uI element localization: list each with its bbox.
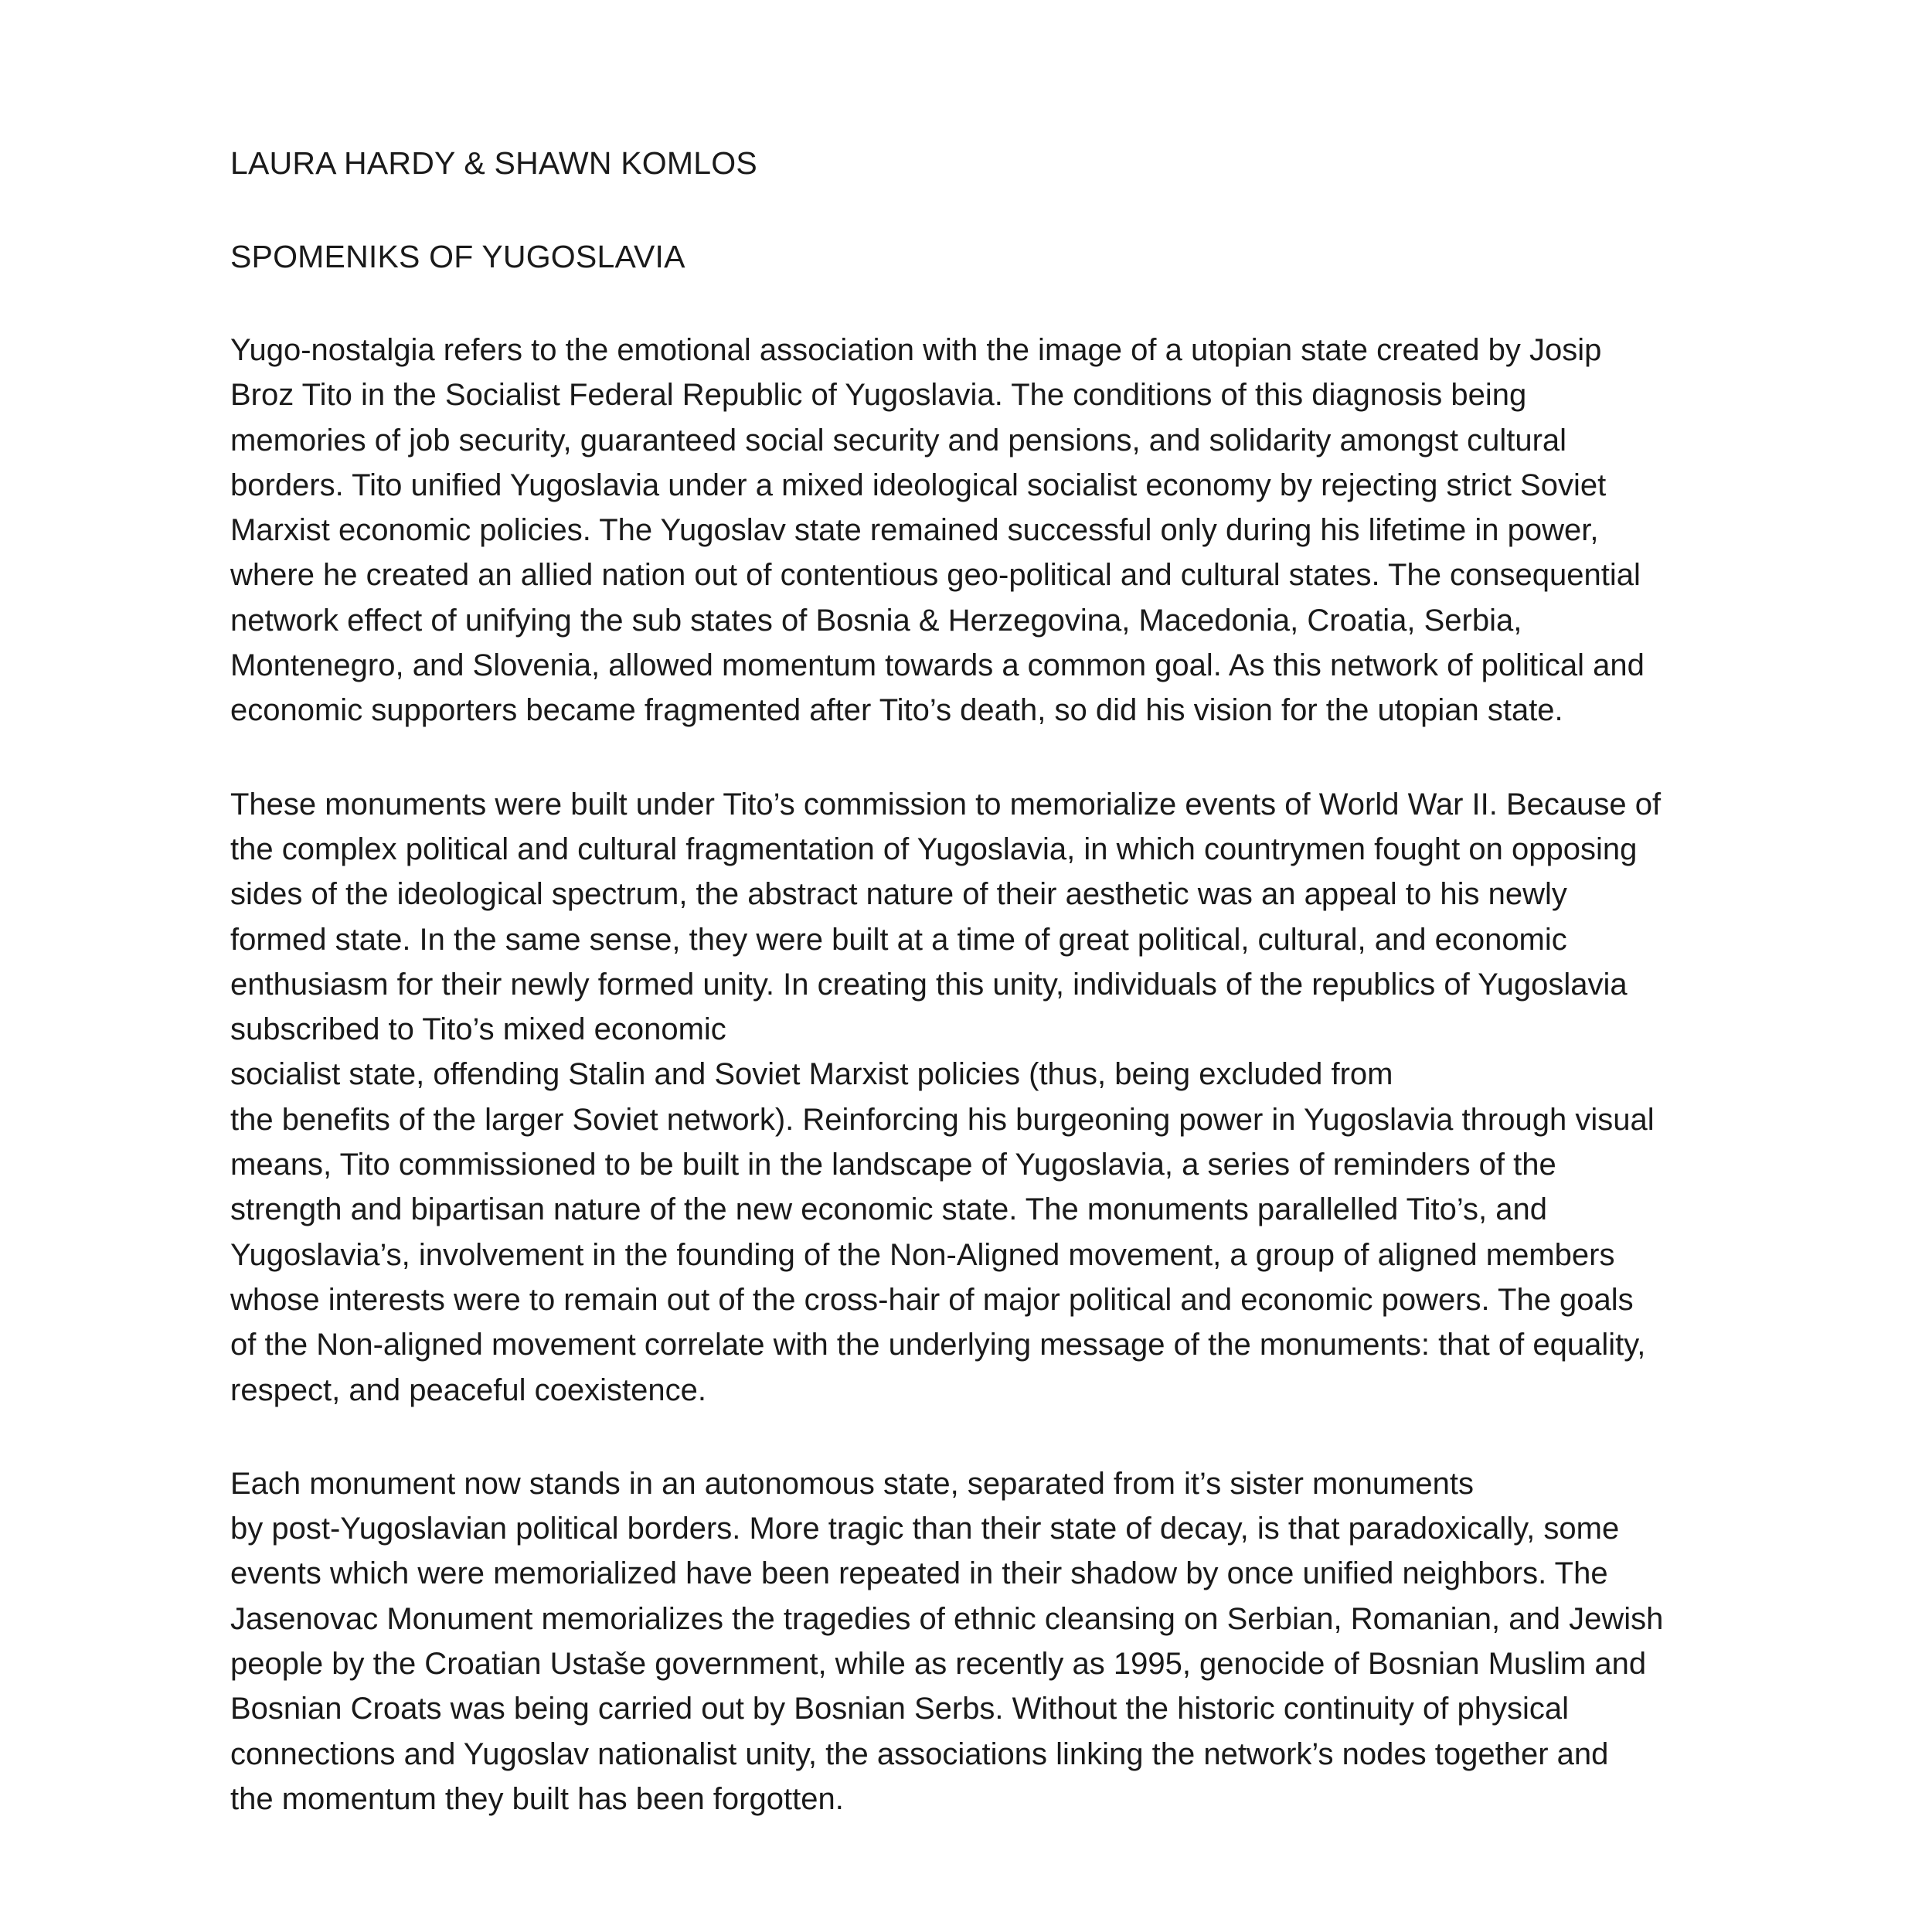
text-line: the benefits of the larger Soviet network). Reinforcing his burgeoning power in Yugoslavia through visual — [230, 1102, 1655, 1137]
document-title: SPOMENIKS OF YUGOSLAVIA — [230, 239, 685, 274]
text-line: where he created an allied nation out of contentious geo-political and cultural states. The consequential — [230, 558, 1641, 593]
text-line: means, Tito commissioned to be built in the landscape of Yugoslavia, a series of reminders of the — [230, 1148, 1556, 1182]
text-line: socialist state, offending Stalin and Soviet Marxist policies (thus, being excluded from — [230, 1057, 1393, 1092]
paragraph-1 — [230, 328, 1737, 733]
text-line: Yugo-nostalgia refers to the emotional association with the image of a utopian state created by Josip — [230, 333, 1602, 367]
text-line: formed state. In the same sense, they were built at a time of great political, cultural, and economic — [230, 922, 1567, 957]
text-line: Montenegro, and Slovenia, allowed momentum towards a common goal. As this network of political and — [230, 648, 1645, 683]
text-line: network effect of unifying the sub states of Bosnia & Herzegovina, Macedonia, Croatia, Serbia, — [230, 603, 1522, 638]
author-heading: LAURA HARDY & SHAWN KOMLOS — [230, 145, 757, 181]
paragraph-3 — [230, 1461, 1737, 1821]
text-line: subscribed to Tito’s mixed economic — [230, 1012, 726, 1047]
text-line: the momentum they built has been forgotten. — [230, 1781, 844, 1816]
text-line: respect, and peaceful coexistence. — [230, 1372, 706, 1407]
body-text — [230, 328, 1737, 1821]
text-line: Each monument now stands in an autonomous state, separated from it’s sister monuments — [230, 1466, 1474, 1501]
text-line: memories of job security, guaranteed social security and pensions, and solidarity amongst cultural — [230, 423, 1567, 457]
text-line: by post-Yugoslavian political borders. More tragic than their state of decay, is that paradoxically, some — [230, 1512, 1620, 1546]
text-line: Bosnian Croats was being carried out by Bosnian Serbs. Without the historic continuity of physical — [230, 1692, 1569, 1726]
document-page — [230, 141, 1737, 1870]
text-line: of the Non-aligned movement correlate with the underlying message of the monuments: that of equality, — [230, 1328, 1646, 1362]
text-line: Broz Tito in the Socialist Federal Republic of Yugoslavia. The conditions of this diagnosis being — [230, 378, 1527, 413]
text-line: economic supporters became fragmented after Tito’s death, so did his vision for the utopian state. — [230, 693, 1563, 728]
text-line: connections and Yugoslav nationalist unity, the associations linking the network’s nodes together and — [230, 1736, 1609, 1771]
text-line: the complex political and cultural fragmentation of Yugoslavia, in which countrymen fought on opposing — [230, 832, 1638, 866]
text-line: events which were memorialized have been repeated in their shadow by once unified neighbors. The — [230, 1556, 1608, 1591]
text-line: whose interests were to remain out of the cross-hair of major political and economic powers. The goals — [230, 1282, 1634, 1317]
text-line: sides of the ideological spectrum, the abstract nature of their aesthetic was an appeal to his newly — [230, 877, 1567, 912]
paragraph-2 — [230, 782, 1737, 1413]
text-line: strength and bipartisan nature of the new economic state. The monuments parallelled Tito’s, and — [230, 1192, 1547, 1227]
text-line: enthusiasm for their newly formed unity. In creating this unity, individuals of the republics of Yugoslavia — [230, 967, 1628, 1002]
text-line: These monuments were built under Tito’s commission to memorialize events of World War II. Because of — [230, 787, 1662, 821]
text-line: borders. Tito unified Yugoslavia under a mixed ideological socialist economy by rejecting strict Soviet — [230, 468, 1607, 502]
text-line: Marxist economic policies. The Yugoslav state remained successful only during his lifetime in power, — [230, 513, 1599, 548]
text-line: Yugoslavia’s, involvement in the founding of the Non-Aligned movement, a group of aligned members — [230, 1237, 1615, 1272]
text-line: people by the Croatian Ustaše government, while as recently as 1995, genocide of Bosnian Muslim and — [230, 1647, 1647, 1682]
text-line: Jasenovac Monument memorializes the tragedies of ethnic cleansing on Serbian, Romanian, and Jewish — [230, 1601, 1664, 1636]
